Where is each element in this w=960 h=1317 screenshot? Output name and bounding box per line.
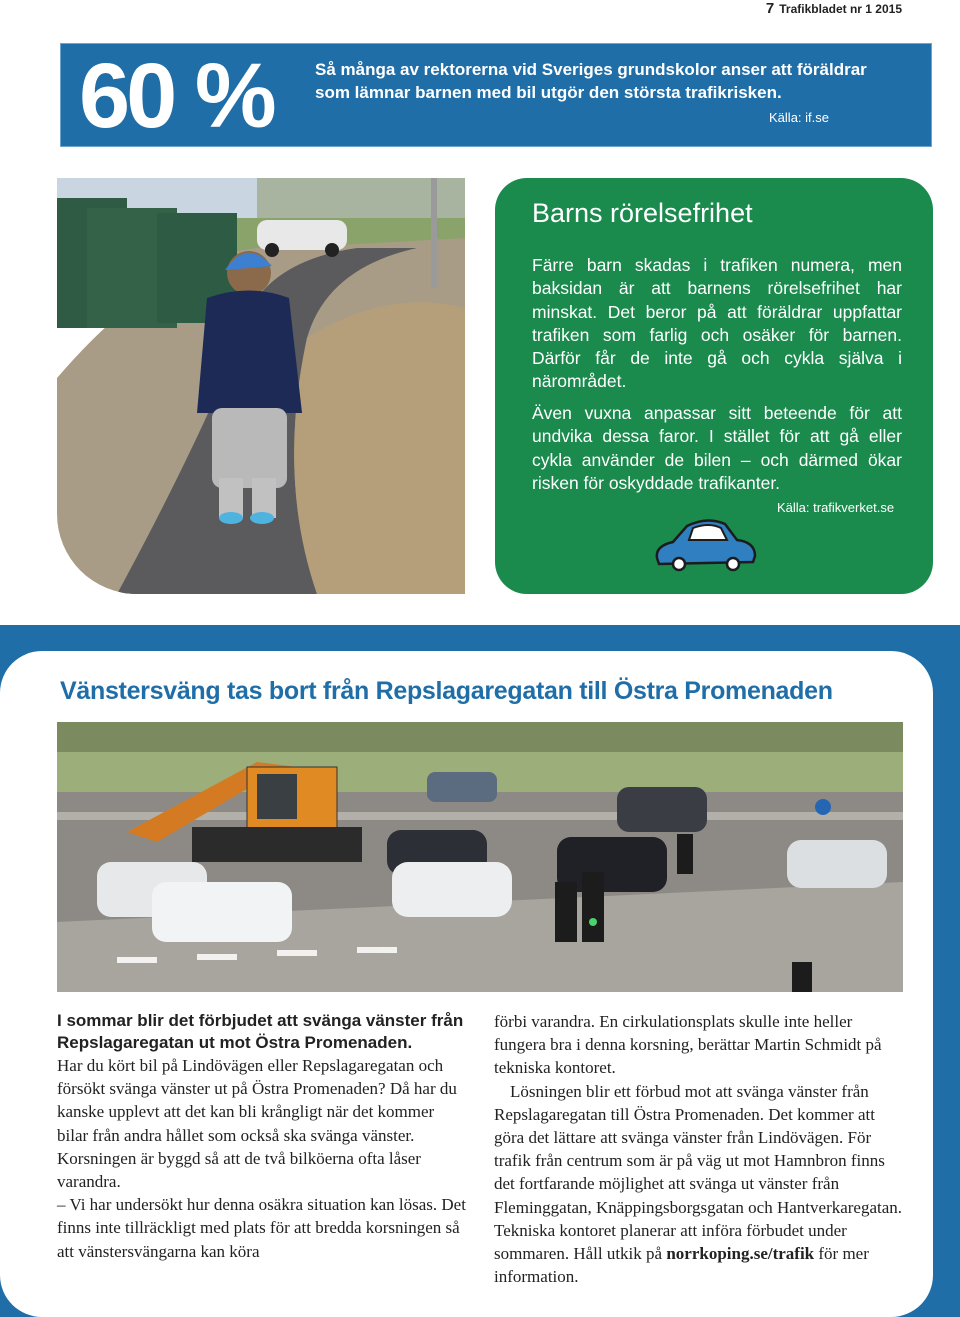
info-box-paragraph-2: Även vuxna anpassar sitt beteende för att undvika dessa faror. I stället för att gå eller cykla använder de bilen – och därmed ökar risken för oskyddade trafikanter. — [532, 403, 902, 493]
info-box-title: Barns rörelsefrihet — [532, 198, 753, 228]
info-box-paragraph-1: Färre barn skadas i trafiken numera, men baksidan är att barnens rörelsefrihet har minskat. Det beror på att föräldrar uppfattar trafiken som farlig och osäker för barnen. Därför får de inte gå och cykla själva i närområdet. — [532, 255, 902, 392]
child-walking-photo — [57, 178, 465, 594]
article-col1-paragraph-2: – Vi har undersökt hur denna osäkra situation kan lösas. Det finns inte tillräckligt med plats för att bredda korsningen så att vänstersvängarna kan köra — [57, 1195, 466, 1261]
article-col1-paragraph-1: Har du kört bil på Lindövägen eller Repslagaregatan och försökt svänga vänster ut på Östra Promenaden? Då har du kanske upplevt att det kan bli krångligt när det kommer bilar från andra hållet som också ska svänga vänster. Korsningen är byggd så att de två bilköerna ofta låser varandra. — [57, 1056, 457, 1192]
article-column-2 — [494, 1010, 904, 1288]
article-col2-paragraph-2 — [494, 1080, 904, 1289]
page-header — [766, 0, 902, 17]
stat-text: Så många av rektorerna vid Sveriges grundskolor anser att föräldrar som lämnar barnen med bil utgör den största trafikrisken. — [315, 60, 867, 102]
car-icon — [651, 512, 761, 581]
info-box-childrens-mobility — [495, 178, 933, 594]
norrkoping-traffic-link[interactable]: norrkoping.se/trafik — [666, 1244, 815, 1264]
info-box-source: Källa: trafikverket.se — [777, 500, 895, 515]
article-column-1 — [57, 1010, 466, 1263]
intersection-photo — [57, 722, 903, 992]
page-number: 7 — [765, 0, 775, 17]
article-headline: Vänstersväng tas bort från Repslagaregatan till Östra Promenaden — [60, 677, 833, 705]
stat-box — [60, 43, 932, 147]
stat-figure: 60 % — [79, 45, 273, 147]
article-col2-paragraph-2-end: för mer information. — [494, 1244, 869, 1287]
publication-name: Trafikbladet nr 1 2015 — [779, 2, 902, 16]
article-col2-paragraph-1: förbi varandra. En cirkulationsplats skulle inte heller fungera bra i denna korsning, berättar Martin Schmidt på tekniska kontoret. — [494, 1012, 882, 1078]
article-lead: I sommar blir det förbjudet att svänga vänster från Repslagaregatan ut mot Östra Promenaden. — [57, 1011, 464, 1052]
article-col2-paragraph-2-start: Lösningen blir ett förbud mot att svänga vänster från Repslagaregatan till Östra Promenaden. Det kommer att göra det lättare att svänga vänster från Lindövägen. För trafik från centrum som är på väg ut mot Hamnbron finns det fortfarande möjlighet att svänga ut vänster från Fleminggatan, Knäppingsborgsgatan och Hantverkaregatan. Tekniska kontoret planerar att införa förbudet under sommaren. Håll utkik på — [494, 1081, 903, 1264]
stat-source: Källa: if.se — [769, 110, 829, 125]
